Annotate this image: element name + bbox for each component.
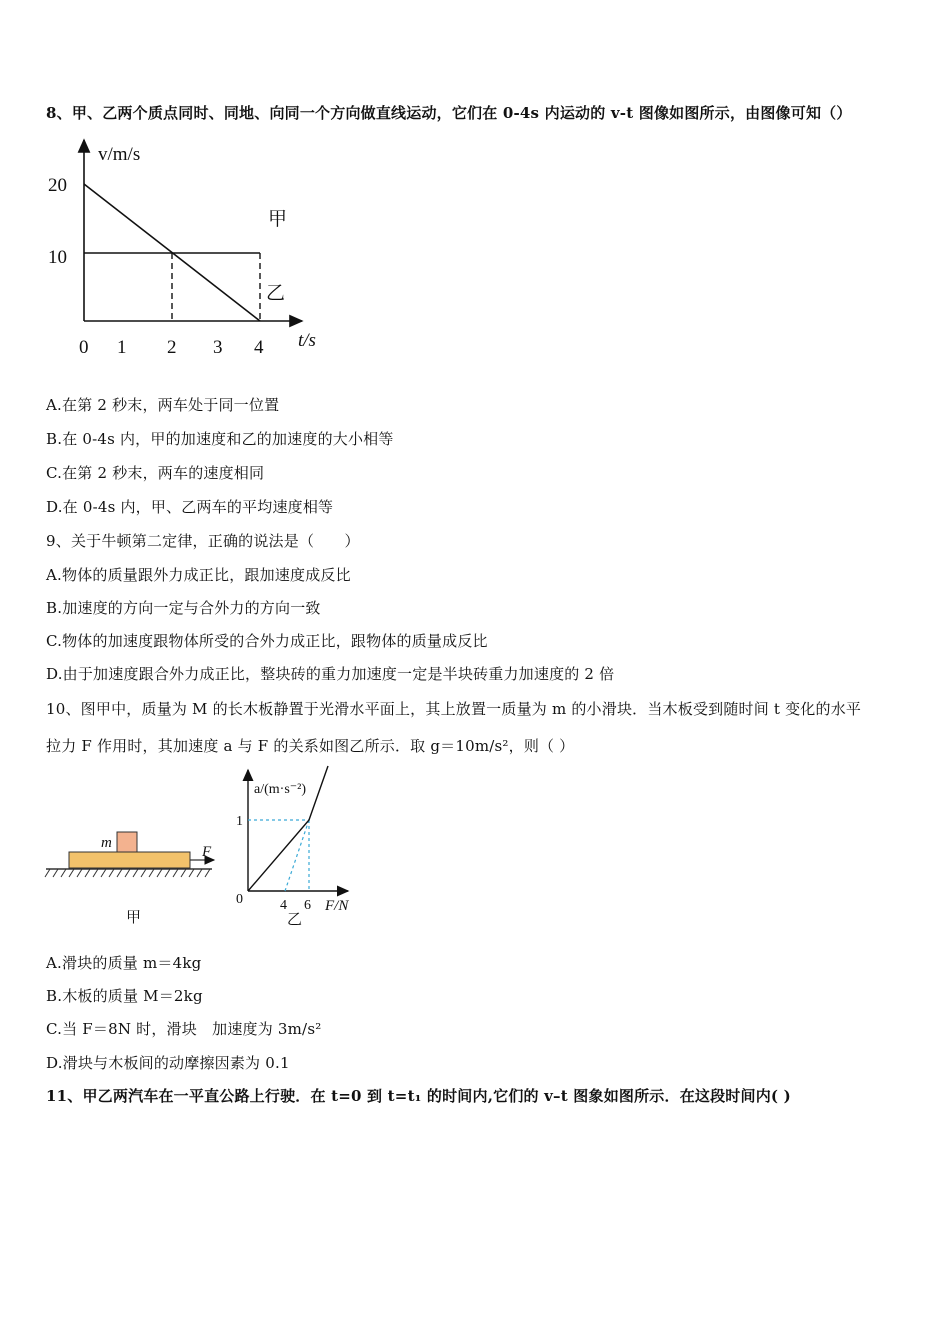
q8-option-a: A.在第 2 秒末，两车处于同一位置: [46, 396, 280, 414]
q8-vt-graph: [40, 132, 360, 362]
q10-force-label: F: [202, 844, 212, 860]
q8-x-axis-label: t/s: [298, 330, 316, 351]
q10-option-c: C.当 F＝8N 时，滑块 加速度为 3m/s²: [46, 1020, 322, 1038]
q10-figure-jia: [44, 828, 224, 928]
q10-x-tick-4: 4: [280, 898, 287, 913]
q10-block-m: [117, 832, 137, 852]
q8-option-b: B.在 0-4s 内，甲的加速度和乙的加速度的大小相等: [46, 430, 394, 448]
q8-x-tick-1: 1: [117, 337, 127, 358]
q8-x-tick-3: 3: [213, 337, 223, 358]
q10-board-M: [69, 852, 190, 868]
q11-stem: 11、甲乙两汽车在一平直公路上行驶．在 t=0 到 t=t₁ 的时间内,它们的 v–t 图象如图所示．在这段时间内( ): [46, 1087, 791, 1105]
q10-stem-line2: 拉力 F 作用时，其加速度 a 与 F 的关系如图乙所示．取 g＝10m/s²，则（ ）: [46, 737, 575, 755]
q10-caption-yi: 乙: [287, 912, 303, 928]
q10-figure-yi: [232, 764, 362, 934]
q9-option-c: C.物体的加速度跟物体所受的合外力成正比，跟物体的质量成反比: [46, 632, 488, 650]
q10-stem-line1: 10、图甲中，质量为 M 的长木板静置于光滑水平面上，其上放置一质量为 m 的小滑块．当木板受到随时间 t 变化的水平: [46, 700, 862, 718]
q10-a-axis-label: a/(m·s⁻²): [254, 782, 307, 797]
q10-origin-label: 0: [236, 892, 243, 907]
q10-caption-jia: 甲: [126, 910, 142, 926]
q8-x-tick-4: 4: [254, 337, 264, 358]
q10-y-tick-1: 1: [236, 814, 243, 829]
q10-option-b: B.木板的质量 M＝2kg: [46, 987, 203, 1005]
q9-stem: 9、关于牛顿第二定律，正确的说法是（ ）: [46, 532, 360, 550]
q9-option-d: D.由于加速度跟合外力成正比，整块砖的重力加速度一定是半块砖重力加速度的 2 倍: [46, 665, 615, 683]
q8-y-tick-10: 10: [48, 247, 67, 268]
q10-option-d: D.滑块与木板间的动摩擦因素为 0.1: [46, 1054, 290, 1072]
q10-block-m-label: m: [101, 835, 112, 851]
q10-x-tick-6: 6: [304, 898, 311, 913]
q9-option-b: B.加速度的方向一定与合外力的方向一致: [46, 599, 321, 617]
q8-stem: 8、甲、乙两个质点同时、同地、向同一个方向做直线运动，它们在 0-4s 内运动的 v-t 图像如图所示，由图像可知（）: [46, 104, 852, 122]
q8-x-tick-0: 0: [79, 337, 89, 358]
q9-option-a: A.物体的质量跟外力成正比，跟加速度成反比: [46, 566, 351, 584]
q10-f-axis-label: F/N: [325, 898, 349, 914]
q10-ground-hatch: [45, 869, 210, 877]
q8-y-axis-label: v/m/s: [98, 144, 141, 165]
q10-dash-f4: [285, 820, 309, 891]
q10-option-a: A.滑块的质量 m＝4kg: [46, 954, 202, 972]
q8-y-tick-20: 20: [48, 175, 67, 196]
q8-label-jia: 甲: [268, 209, 288, 230]
q8-option-d: D.在 0-4s 内，甲、乙两车的平均速度相等: [46, 498, 334, 516]
q8-label-yi: 乙: [266, 283, 286, 304]
q8-option-c: C.在第 2 秒末，两车的速度相同: [46, 464, 265, 482]
q8-x-tick-2: 2: [167, 337, 177, 358]
